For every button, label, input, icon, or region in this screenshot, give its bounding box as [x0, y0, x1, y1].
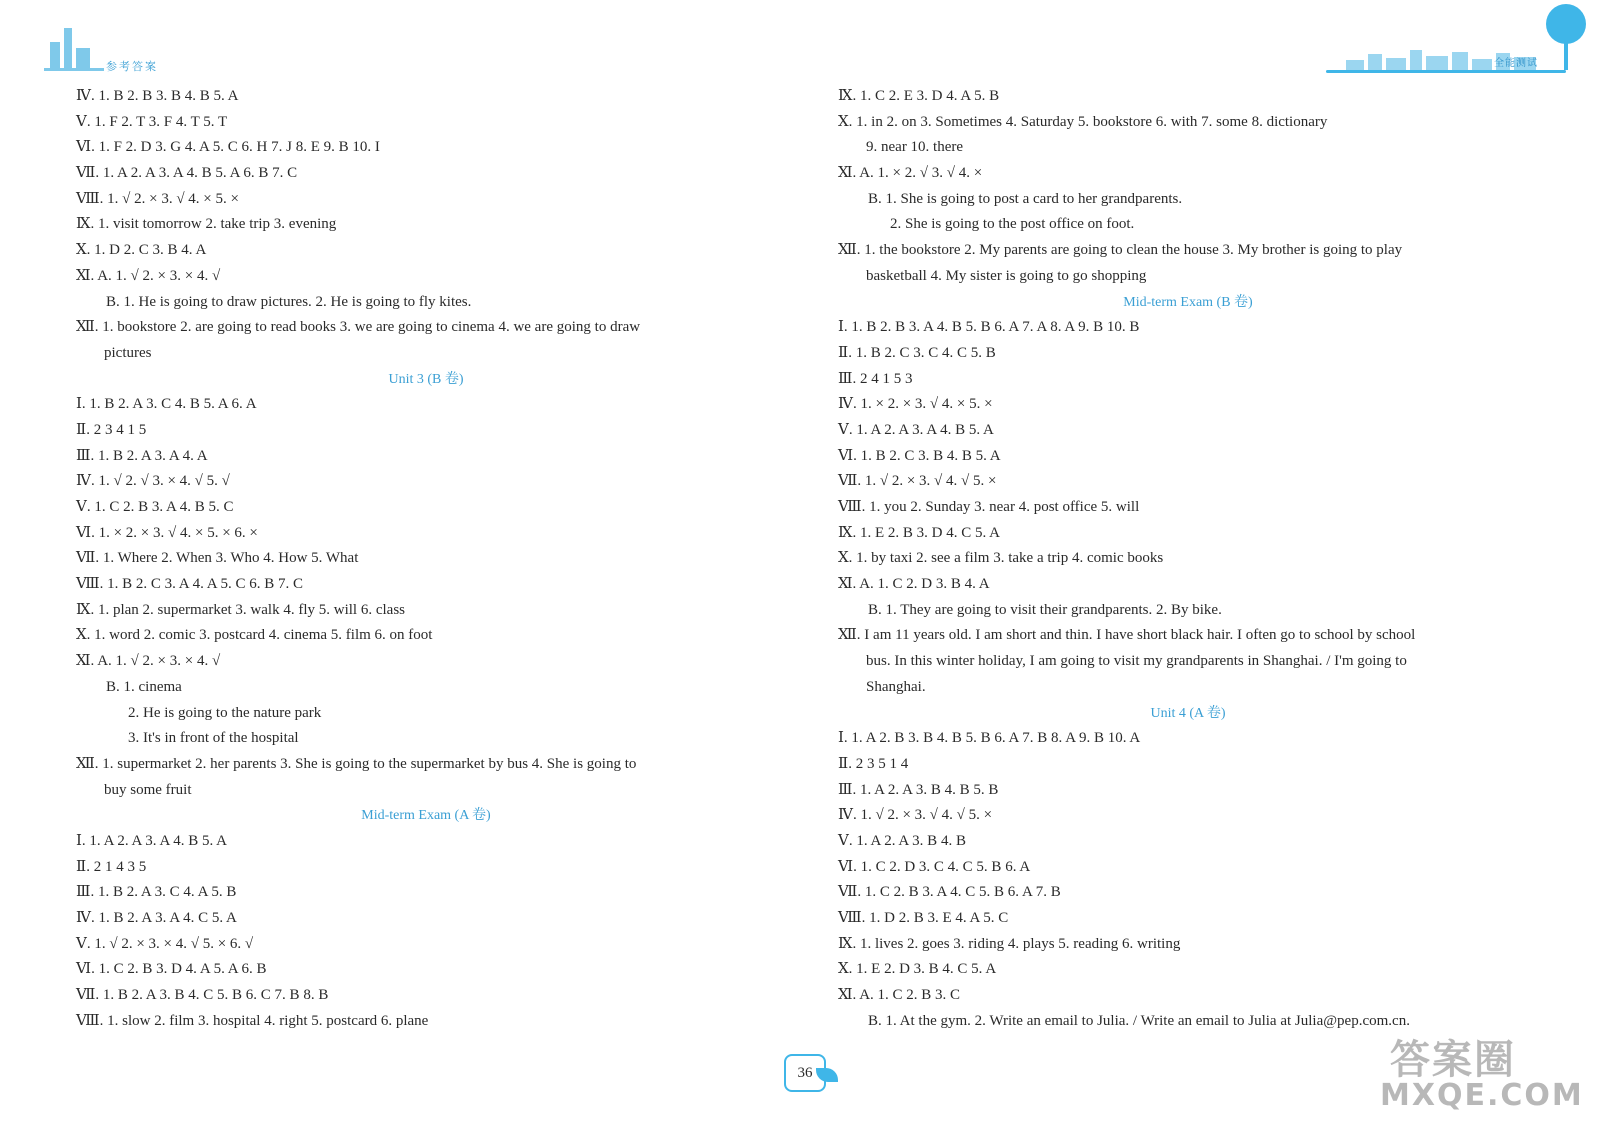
answer-line: Ⅲ. 2 4 1 5 3	[838, 370, 913, 387]
answer-line: B. 1. At the gym. 2. Write an email to Julia. / Write an email to Julia at Julia@pep.com.cn.	[868, 1012, 1410, 1029]
answer-line: Ⅻ. 1. the bookstore 2. My parents are going to clean the house 3. My brother is going to play	[838, 242, 1403, 259]
answer-column-right	[838, 84, 1538, 1034]
answer-line: Ⅷ. 1. you 2. Sunday 3. near 4. post office 5. will	[838, 499, 1140, 515]
section-title: Unit 4 (A 卷)	[1150, 705, 1226, 721]
answer-line: B. 1. He is going to draw pictures. 2. He is going to fly kites.	[106, 293, 472, 310]
answer-line: Ⅷ. 1. B 2. C 3. A 4. A 5. C 6. B 7. C	[76, 576, 304, 593]
answer-line: Ⅰ. 1. A 2. A 3. A 4. B 5. A	[76, 832, 227, 849]
answer-line: Shanghai.	[866, 678, 926, 695]
answer-line: Ⅲ. 1. A 2. A 3. B 4. B 5. B	[838, 781, 999, 798]
answer-line: B. 1. cinema	[106, 678, 182, 695]
answer-line: Ⅰ. 1. B 2. B 3. A 4. B 5. B 6. A 7. A 8. A 9. B 10. B	[838, 319, 1140, 336]
answer-line: Ⅰ. 1. B 2. A 3. C 4. B 5. A 6. A	[76, 396, 257, 413]
answer-line: 9. near 10. there	[866, 139, 964, 156]
logo-block-icon	[50, 42, 60, 68]
page-number: 36	[784, 1054, 826, 1092]
answer-line: Ⅴ. 1. A 2. A 3. A 4. B 5. A	[838, 421, 994, 438]
answer-line: Ⅷ. 1. D 2. B 3. E 4. A 5. C	[838, 910, 1009, 926]
answer-line: Ⅵ. 1. F 2. D 3. G 4. A 5. C 6. H 7. J 8. E 9. B 10. I	[76, 139, 380, 156]
header-banner-text: 全能测试	[1494, 58, 1538, 69]
answer-line: Ⅳ. 1. B 2. A 3. A 4. C 5. A	[76, 910, 237, 926]
answer-line: buy some fruit	[104, 781, 192, 798]
answer-line: Ⅻ. 1. supermarket 2. her parents 3. She is going to the supermarket by bus 4. She is going to	[76, 755, 637, 772]
watermark-url: MXQE.COM	[1380, 1078, 1584, 1113]
answer-line: Ⅷ. 1. √ 2. × 3. √ 4. × 5. ×	[76, 190, 239, 207]
answer-line: Ⅺ. A. 1. √ 2. × 3. × 4. √	[76, 653, 221, 670]
answer-line: pictures	[104, 344, 152, 361]
logo-block-icon	[64, 28, 72, 68]
answer-line: Ⅳ. 1. √ 2. × 3. √ 4. √ 5. ×	[838, 807, 993, 824]
page-number-badge	[782, 1052, 838, 1090]
answer-line: Ⅶ. 1. C 2. B 3. A 4. C 5. B 6. A 7. B	[838, 884, 1061, 901]
answer-line: Ⅱ. 1. B 2. C 3. C 4. C 5. B	[838, 344, 996, 361]
answer-line: Ⅹ. 1. word 2. comic 3. postcard 4. cinema 5. film 6. on foot	[76, 627, 433, 644]
answer-line: B. 1. She is going to post a card to her grandparents.	[868, 190, 1183, 207]
logo-block-icon	[76, 48, 90, 68]
answer-line: Ⅸ. 1. E 2. B 3. D 4. C 5. A	[838, 524, 1000, 541]
answer-line: 2. He is going to the nature park	[128, 704, 322, 721]
answer-line: Ⅻ. 1. bookstore 2. are going to read books 3. we are going to cinema 4. we are going to draw	[76, 319, 641, 336]
answer-line: Ⅵ. 1. B 2. C 3. B 4. B 5. A	[838, 447, 1001, 464]
answer-line: Ⅱ. 2 3 5 1 4	[838, 755, 909, 772]
answer-line: Ⅴ. 1. √ 2. × 3. × 4. √ 5. × 6. √	[76, 935, 254, 952]
answer-line: Ⅲ. 1. B 2. A 3. A 4. A	[76, 447, 208, 464]
answer-line: Ⅷ. 1. slow 2. film 3. hospital 4. right 5. postcard 6. plane	[76, 1012, 429, 1029]
answer-line: Ⅱ. 2 1 4 3 5	[76, 858, 147, 875]
section-title: Mid-term Exam (B 卷)	[1123, 294, 1253, 310]
answer-line: Ⅵ. 1. C 2. B 3. D 4. A 5. A 6. B	[76, 961, 267, 978]
answer-line: B. 1. They are going to visit their grandparents. 2. By bike.	[868, 601, 1222, 618]
answer-line: Ⅺ. A. 1. × 2. √ 3. √ 4. ×	[838, 165, 983, 182]
answer-line: Ⅶ. 1. B 2. A 3. B 4. C 5. B 6. C 7. B 8. B	[76, 987, 329, 1004]
answer-line: Ⅻ. I am 11 years old. I am short and thin. I have short black hair. I often go to school by school	[838, 627, 1416, 644]
answer-line: Ⅹ. 1. by taxi 2. see a film 3. take a trip 4. comic books	[838, 550, 1164, 567]
answer-line: Ⅺ. A. 1. C 2. D 3. B 4. A	[838, 576, 990, 593]
answer-line: Ⅲ. 1. B 2. A 3. C 4. A 5. B	[76, 884, 237, 901]
answer-line: Ⅹ. 1. D 2. C 3. B 4. A	[76, 242, 207, 259]
answer-line: Ⅸ. 1. lives 2. goes 3. riding 4. plays 5. reading 6. writing	[838, 935, 1181, 952]
tree-icon	[1546, 4, 1586, 44]
answer-line: Ⅴ. 1. A 2. A 3. B 4. B	[838, 832, 966, 849]
tree-trunk	[1564, 42, 1568, 70]
logo-underline	[44, 68, 104, 71]
answer-line: bus. In this winter holiday, I am going to visit my grandparents in Shanghai. / I'm going to	[866, 653, 1407, 670]
section-title: Mid-term Exam (A 卷)	[361, 808, 491, 824]
header-decoration-right	[1326, 4, 1586, 76]
answer-line: Ⅸ. 1. C 2. E 3. D 4. A 5. B	[838, 88, 1000, 104]
answer-column-left	[76, 84, 776, 1034]
answer-line: Ⅳ. 1. × 2. × 3. √ 4. × 5. ×	[838, 396, 993, 413]
answer-line: Ⅴ. 1. F 2. T 3. F 4. T 5. T	[76, 113, 228, 130]
answer-line: Ⅸ. 1. plan 2. supermarket 3. walk 4. fly 5. will 6. class	[76, 601, 405, 618]
answer-line: Ⅳ. 1. √ 2. √ 3. × 4. √ 5. √	[76, 473, 230, 490]
header-swoosh	[1326, 70, 1566, 73]
watermark-text: 答案圈	[1390, 1037, 1516, 1083]
answer-line: Ⅺ. A. 1. C 2. B 3. C	[838, 987, 961, 1004]
answer-line: Ⅳ. 1. B 2. B 3. B 4. B 5. A	[76, 88, 239, 104]
answer-line: 2. She is going to the post office on foot.	[890, 216, 1135, 233]
answer-line: Ⅵ. 1. C 2. D 3. C 4. C 5. B 6. A	[838, 858, 1031, 875]
answer-line: Ⅶ. 1. √ 2. × 3. √ 4. √ 5. ×	[838, 473, 997, 490]
answer-line: Ⅶ. 1. A 2. A 3. A 4. B 5. A 6. B 7. C	[76, 165, 298, 182]
answer-line: Ⅸ. 1. visit tomorrow 2. take trip 3. evening	[76, 216, 337, 233]
answer-line: Ⅹ. 1. in 2. on 3. Sometimes 4. Saturday 5. bookstore 6. with 7. some 8. dictionary	[838, 113, 1328, 130]
answer-line: Ⅹ. 1. E 2. D 3. B 4. C 5. A	[838, 961, 997, 978]
header-logo-left	[44, 8, 204, 78]
answer-line: Ⅱ. 2 3 4 1 5	[76, 421, 147, 438]
answer-line: Ⅺ. A. 1. √ 2. × 3. × 4. √	[76, 267, 221, 284]
header-brand-text: 参考答案	[106, 60, 158, 73]
answer-line: 3. It's in front of the hospital	[128, 730, 299, 747]
answer-line: Ⅵ. 1. × 2. × 3. √ 4. × 5. × 6. ×	[76, 524, 258, 541]
answer-line: Ⅴ. 1. C 2. B 3. A 4. B 5. C	[76, 499, 234, 515]
answer-line: basketball 4. My sister is going to go shopping	[866, 267, 1147, 284]
section-title: Unit 3 (B 卷)	[388, 371, 464, 387]
watermark	[1330, 1028, 1586, 1118]
answer-line: Ⅰ. 1. A 2. B 3. B 4. B 5. B 6. A 7. B 8. A 9. B 10. A	[838, 730, 1141, 747]
answer-line: Ⅶ. 1. Where 2. When 3. Who 4. How 5. What	[76, 550, 359, 567]
